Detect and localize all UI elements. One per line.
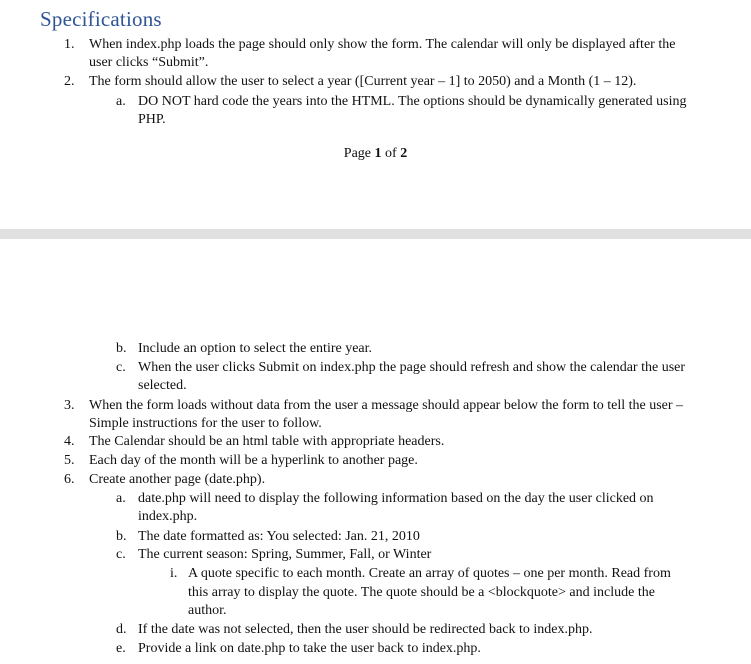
list-number: 5. — [64, 453, 75, 468]
sublist-item-text: The current season: Spring, Summer, Fall, or Winter — [138, 547, 432, 562]
sublist-letter: b. — [116, 529, 127, 544]
list-item-text: Simple instructions for the user to follow. — [89, 416, 322, 431]
list-number: 2. — [64, 74, 75, 89]
sublist-letter: b. — [116, 341, 127, 356]
list-item-text: The form should allow the user to select a year ([Current year – 1] to 2050) and a Month (1 – 12). — [89, 74, 637, 89]
document-page-1 — [0, 0, 751, 229]
sublist-item-text: Include an option to select the entire year. — [138, 341, 373, 356]
list-item-text: Each day of the month will be a hyperlink to another page. — [89, 453, 418, 468]
list-number: 6. — [64, 472, 75, 487]
sublist-item-text: PHP. — [138, 112, 166, 127]
sublist-letter: a. — [116, 94, 126, 109]
list-item-text: When index.php loads the page should only show the form. The calendar will only be displayed after the — [89, 37, 676, 52]
subsublist-item-text: A quote specific to each month. Create an array of quotes – one per month. Read from — [188, 566, 671, 581]
sublist-letter: c. — [116, 360, 126, 375]
specifications-heading: Specifications — [40, 7, 162, 31]
subsublist-item-text: author. — [188, 603, 227, 618]
sublist-item-text: When the user clicks Submit on index.php the page should refresh and show the calendar the user — [138, 360, 686, 375]
sublist-letter: e. — [116, 641, 126, 656]
list-item-text: Create another page (date.php). — [89, 472, 266, 487]
list-number: 4. — [64, 434, 75, 449]
list-item-text: When the form loads without data from the user a message should appear below the form to tell the user – — [89, 398, 684, 413]
sublist-item-text: The date formatted as: You selected: Jan. 21, 2010 — [138, 529, 420, 544]
sublist-letter: a. — [116, 491, 126, 506]
list-number: 3. — [64, 398, 75, 413]
list-item-text: The Calendar should be an html table with appropriate headers. — [89, 434, 445, 449]
sublist-item-text: date.php will need to display the following information based on the day the user clicked on — [138, 491, 654, 506]
page-number-footer: Page 1 of 2 — [343, 146, 408, 161]
document-page-2 — [0, 239, 751, 664]
sublist-letter: d. — [116, 622, 127, 637]
sublist-item-text: index.php. — [138, 509, 198, 524]
subsublist-roman: i. — [170, 566, 178, 581]
sublist-item-text: Provide a link on date.php to take the user back to index.php. — [138, 641, 481, 656]
sublist-item-text: selected. — [138, 378, 187, 393]
sublist-item-text: If the date was not selected, then the user should be redirected back to index.php. — [138, 622, 593, 637]
subsublist-item-text: this array to display the quote. The quote should be a <blockquote> and include the — [188, 585, 655, 600]
sublist-letter: c. — [116, 547, 126, 562]
list-item-text: user clicks “Submit”. — [89, 55, 209, 70]
sublist-item-text: DO NOT hard code the years into the HTML. The options should be dynamically generated using — [138, 94, 687, 109]
page-separator — [0, 229, 751, 239]
list-number: 1. — [64, 37, 75, 52]
